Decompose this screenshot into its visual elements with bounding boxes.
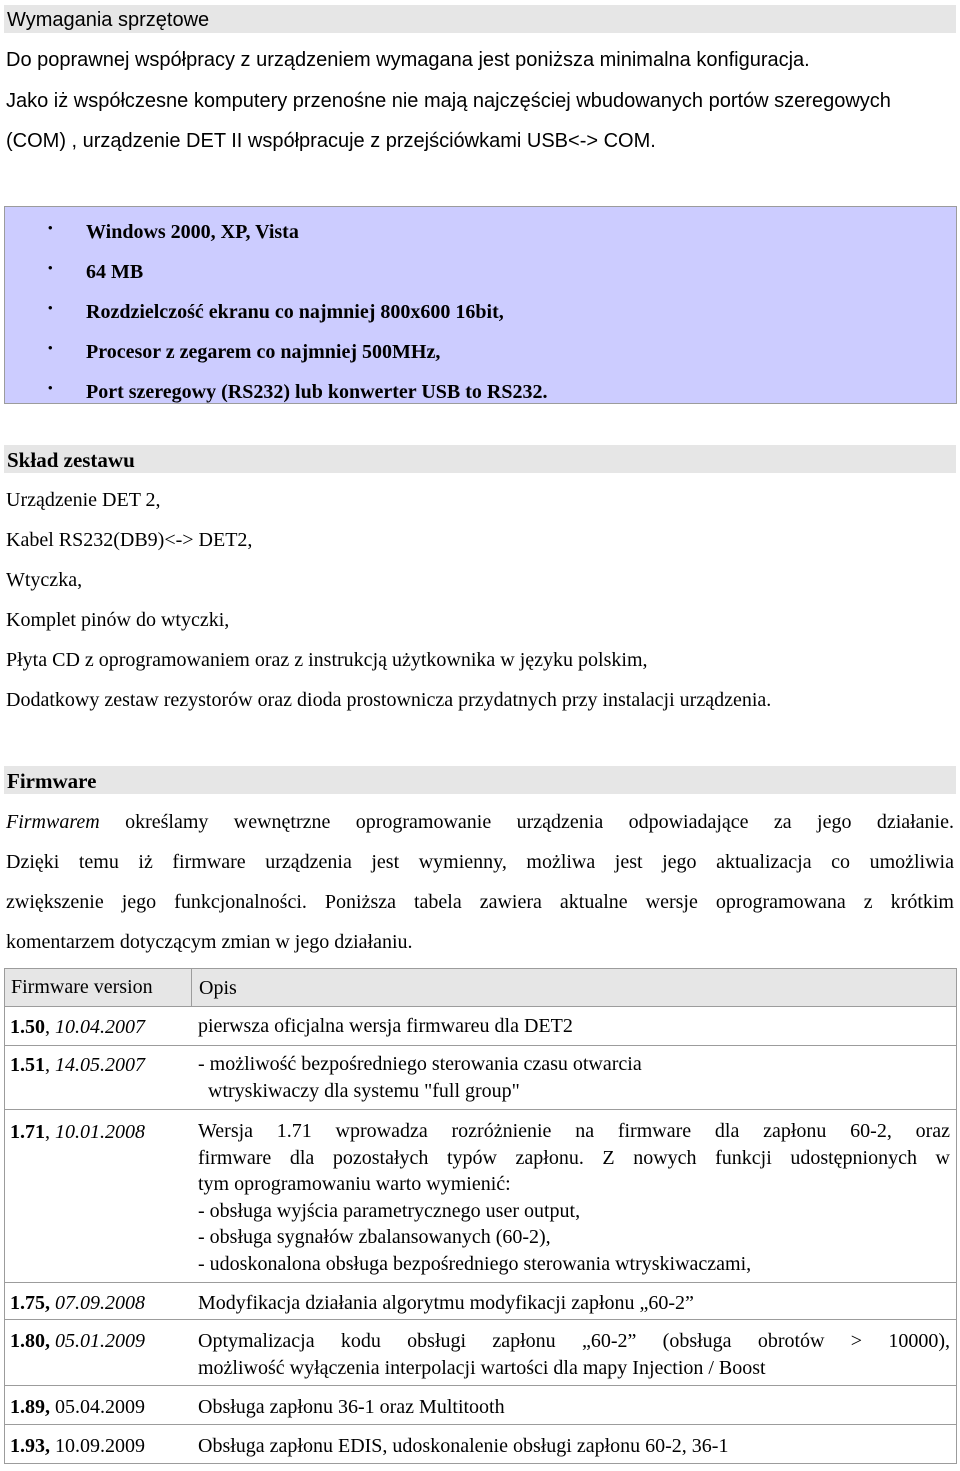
table-row [4,1007,957,1045]
version-cell: 1.80, 05.01.2009 [10,1330,145,1352]
table-divider [191,968,192,1007]
table-row [4,1045,957,1109]
table-divider [4,968,5,1464]
requirement-text: Procesor z zegarem co najmniej 500MHz, [86,341,441,363]
table-row [4,1319,957,1385]
requirement-text: Windows 2000, XP, Vista [86,221,299,243]
table-divider [4,1319,957,1320]
header-firmware-version: Firmware version [11,976,153,998]
table-header-row [4,968,957,1007]
table-divider [956,968,957,1464]
table-row [4,1109,957,1282]
bullet-icon: • [48,260,53,275]
hw-intro-line-3: (COM) , urządzenie DET II współpracuje z przejściówkami USB<-> COM. [6,130,656,152]
header-opis: Opis [199,977,237,999]
bullet-icon: • [48,220,53,235]
hw-intro-line-1: Do poprawnej współpracy z urządzeniem wymagana jest poniższa minimalna konfiguracja. [6,49,810,71]
requirements-box [4,206,957,404]
requirement-item [5,257,956,287]
table-divider [4,1282,957,1283]
description-cell: Optymalizacja kodu obsługi zapłonu „60-2” (obsługa obrotów > 10000), możliwość wyłączenia interpolacji wartości dla mapy Injection / Boost [198,1330,950,1379]
table-divider [4,1045,957,1046]
description-cell: - możliwość bezpośredniego sterowania czasu otwarcia wtryskiwaczy dla systemu "full group" [198,1053,642,1102]
firmware-section-title: Firmware [4,766,956,794]
table-row [4,1282,957,1319]
kit-section-title: Skład zestawu [4,445,956,473]
kit-item: Dodatkowy zestaw rezystorów oraz dioda prostownicza przydatnych przy instalacji urządzenia. [6,689,772,711]
firmware-para-line-2: Dzięki temu iż firmware urządzenia jest wymienny, możliwa jest jego aktualizacja co umożliwia [6,851,954,873]
requirement-item [5,337,956,367]
version-cell: 1.71, 10.01.2008 [10,1121,145,1143]
table-row [4,1385,957,1424]
requirement-item [5,297,956,327]
description-cell: Wersja 1.71 wprowadza rozróżnienie na firmware dla zapłonu 60-2, oraz firmware dla pozostałych typów zapłonu. Z nowych funkcji udostępnionych w tym oprogramowaniu warto wymienić: - obsługa wyjścia parametrycznego user output, - obsługa sygnałów zbalansowanych (60-2), - udoskonalona obsługa bezpośredniego sterowania wtryskiwaczami, [198,1120,950,1275]
table-divider [4,1424,957,1425]
requirement-text: Rozdzielczość ekranu co najmniej 800x600 16bit, [86,301,504,323]
bullet-icon: • [48,380,53,395]
description-cell: Modyfikacja działania algorytmu modyfikacji zapłonu „60-2” [198,1292,694,1314]
kit-item: Wtyczka, [6,569,83,591]
version-cell: 1.51, 14.05.2007 [10,1054,145,1076]
kit-item: Komplet pinów do wtyczki, [6,609,230,631]
hw-intro-line-2: Jako iż współczesne komputery przenośne nie mają najczęściej wbudowanych portów szeregowych [6,90,891,112]
requirement-text: Port szeregowy (RS232) lub konwerter USB to RS232. [86,381,548,403]
requirement-text: 64 MB [86,261,144,283]
firmware-para-line-1: Firmwarem określamy wewnętrzne oprogramowanie urządzenia odpowiadające za jego działanie. [6,811,954,833]
description-cell: Obsługa zapłonu EDIS, udoskonalenie obsługi zapłonu 60-2, 36-1 [198,1435,729,1457]
kit-item: Kabel RS232(DB9)<-> DET2, [6,529,253,551]
version-cell: 1.93, 10.09.2009 [10,1435,145,1457]
table-divider [4,1109,957,1110]
table-divider [4,1385,957,1386]
bullet-icon: • [48,300,53,315]
bullet-icon: • [48,340,53,355]
firmware-para-line-4: komentarzem dotyczącym zmian w jego działaniu. [6,931,413,953]
table-divider [4,1463,957,1464]
firmware-term: Firmwarem [6,811,100,833]
version-cell: 1.50, 10.04.2007 [10,1016,145,1038]
description-cell: Obsługa zapłonu 36-1 oraz Multitooth [198,1396,505,1418]
version-cell: 1.89, 05.04.2009 [10,1396,145,1418]
kit-item: Płyta CD z oprogramowaniem oraz z instrukcją użytkownika w języku polskim, [6,649,648,671]
description-cell: pierwsza oficjalna wersja firmwareu dla DET2 [198,1015,573,1037]
firmware-para-line-3: zwiększenie jego funkcjonalności. Poniższa tabela zawiera aktualne wersje oprogramowana z krótkim [6,891,954,913]
table-row [4,1424,957,1463]
hw-section-title: Wymagania sprzętowe [4,5,956,33]
kit-item: Urządzenie DET 2, [6,489,161,511]
requirement-item [5,377,956,407]
version-cell: 1.75, 07.09.2008 [10,1292,145,1314]
requirement-item [5,217,956,247]
